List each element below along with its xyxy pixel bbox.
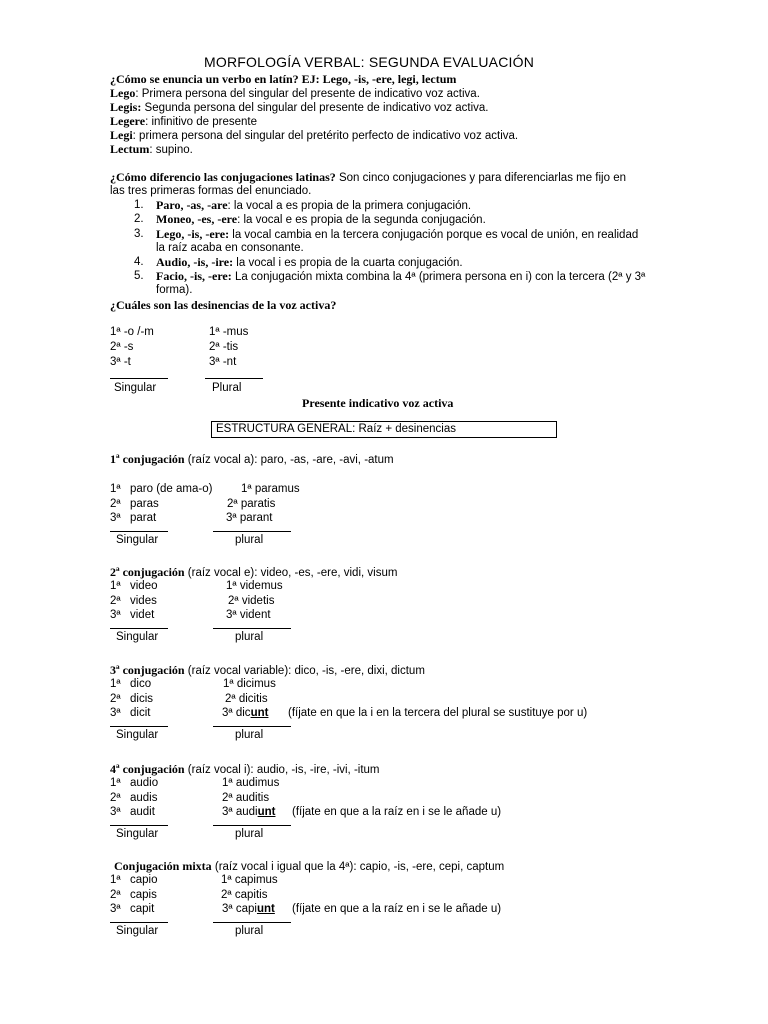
plural-form: 1ª paramus <box>241 483 300 495</box>
plural-form <box>222 805 275 819</box>
diff-item-desc-cont: forma). <box>156 284 193 296</box>
desinencia-singular: 3ª -t <box>110 356 131 368</box>
singular-label: Singular <box>116 828 159 840</box>
presente-heading: Presente indicativo voz activa <box>302 396 454 410</box>
intro-desc: : primera persona del singular del pretérito perfecto de indicativo voz activa. <box>132 130 519 142</box>
estructura-text: ESTRUCTURA GENERAL: Raíz + desinencias <box>216 423 456 435</box>
diff-item-verb: Audio, -is, -ire: <box>156 255 234 269</box>
diff-item-verb: Lego, -is, -ere: <box>156 227 230 241</box>
singular-form: capit <box>130 903 155 915</box>
intro-term: Lego <box>110 86 136 100</box>
conjugation-name: 3ª conjugación <box>110 663 185 677</box>
singular-person: 3ª <box>110 806 121 818</box>
plural-label: plural <box>235 729 264 741</box>
singular-form: audit <box>130 806 155 818</box>
singular-person: 2ª <box>110 595 121 607</box>
conjugation-enunciado: (raíz vocal variable): dico, -is, -ere, dixi, dictum <box>184 665 425 677</box>
plural-label: plural <box>235 534 264 546</box>
singular-person: 3ª <box>110 707 121 719</box>
desinencias-plural-label: Plural <box>212 382 242 394</box>
desinencia-plural: 1ª -mus <box>209 326 249 338</box>
singular-form: paro (de ama-o) <box>130 483 213 495</box>
conjugation-name: 2ª conjugación <box>110 565 185 579</box>
intro-term: Legis: <box>110 100 142 114</box>
diff-item <box>156 212 486 227</box>
diff-item <box>156 198 471 213</box>
plural-form: 2ª capitis <box>221 889 268 901</box>
singular-person: 2ª <box>110 498 121 510</box>
diff-item-desc: la vocal i es propia de la cuarta conjugación. <box>233 257 463 269</box>
plural-form <box>222 902 275 916</box>
singular-rule <box>110 531 168 532</box>
intro-question: ¿Cómo se enuncia un verbo en latín? EJ: Lego, -is, -ere, legi, lectum <box>110 72 457 86</box>
plural-form-ending: unt <box>250 707 269 719</box>
intro-desc: Segunda persona del singular del presente de indicativo voz activa. <box>141 102 489 114</box>
singular-person: 3ª <box>110 609 121 621</box>
plural-label: plural <box>235 631 264 643</box>
desinencias-singular-label: Singular <box>114 382 157 394</box>
diff-item-desc: La conjugación mixta combina la 4ª (primera persona en i) con la tercera (2ª y 3ª <box>231 271 646 283</box>
diff-item-desc-cont: la raíz acaba en consonante. <box>156 242 304 254</box>
conjugation-enunciado: (raíz vocal e): video, -es, -ere, vidi, visum <box>184 567 398 579</box>
desinencia-singular: 1ª -o /-m <box>110 326 154 338</box>
singular-form: dicit <box>130 707 151 719</box>
diff-item-desc: : la vocal e es propia de la segunda conjugación. <box>237 214 486 226</box>
conjugation-name: 1ª conjugación <box>110 452 185 466</box>
singular-person: 1ª <box>110 678 121 690</box>
plural-label: plural <box>235 925 264 937</box>
diff-item-number: 5. <box>134 270 144 282</box>
diff-item-number: 3. <box>134 228 144 240</box>
plural-rule <box>213 726 291 727</box>
singular-rule <box>110 726 168 727</box>
diff-item <box>156 227 638 242</box>
intro-desc: : supino. <box>149 144 193 156</box>
singular-person: 3ª <box>110 903 121 915</box>
singular-person: 2ª <box>110 792 121 804</box>
singular-person: 3ª <box>110 512 121 524</box>
conjugation-enunciado: (raíz vocal a): paro, -as, -are, -avi, -atum <box>184 454 394 466</box>
plural-form: 2ª dicitis <box>225 693 268 705</box>
singular-form: dico <box>130 678 152 690</box>
intro-line <box>110 114 257 129</box>
singular-person: 2ª <box>110 889 121 901</box>
singular-form: capis <box>130 889 157 901</box>
diff-text: Son cinco conjugaciones y para diferenciarlas me fijo en <box>335 172 626 184</box>
conjugation-name: 4ª conjugación <box>110 762 185 776</box>
diff-item-number: 4. <box>134 256 144 268</box>
intro-desc: : infinitivo de presente <box>145 116 257 128</box>
plural-form: 1ª videmus <box>226 580 283 592</box>
diff-item <box>156 269 645 284</box>
singular-person: 1ª <box>110 874 121 886</box>
diff-item-verb: Facio, -is, -ere: <box>156 269 232 283</box>
singular-person: 1ª <box>110 483 121 495</box>
intro-term: Legere <box>110 114 146 128</box>
diff-question: ¿Cómo diferencio las conjugaciones latinas? <box>110 170 336 184</box>
intro-line <box>110 128 518 143</box>
diff-item-verb: Paro, -as, -are <box>156 198 228 212</box>
singular-form: parat <box>130 512 157 524</box>
singular-form: vides <box>130 595 157 607</box>
conjugation-note: (fíjate en que a la raíz en i se le añade u) <box>292 806 502 818</box>
conjugation-heading <box>110 452 394 467</box>
singular-rule <box>110 922 168 923</box>
diff-item <box>156 255 463 270</box>
plural-rule <box>213 531 291 532</box>
singular-rule <box>110 825 168 826</box>
diff-item-desc: la vocal cambia en la tercera conjugación porque es vocal de unión, en realidad <box>229 229 639 241</box>
intro-line <box>110 100 488 115</box>
singular-form: dicis <box>130 693 154 705</box>
plural-form-ending: unt <box>257 806 276 818</box>
plural-form: 1ª capimus <box>221 874 278 886</box>
singular-form: capio <box>130 874 158 886</box>
plural-form: 1ª dicimus <box>223 678 276 690</box>
intro-line <box>110 142 193 157</box>
singular-person: 2ª <box>110 693 121 705</box>
conjugation-heading <box>114 859 504 874</box>
plural-form-stem: 3ª dic <box>222 707 251 719</box>
intro-term: Lectum <box>110 142 150 156</box>
singular-form: audis <box>130 792 158 804</box>
conjugation-heading <box>110 762 380 777</box>
diff-item-number: 1. <box>134 199 144 211</box>
plural-form-ending: unt <box>256 903 275 915</box>
singular-person: 1ª <box>110 777 121 789</box>
intro-line <box>110 86 480 101</box>
conjugation-note: (fíjate en que a la raíz en i se le añade u) <box>292 903 502 915</box>
plural-form-stem: 3ª audi <box>222 806 258 818</box>
plural-form: 2ª videtis <box>228 595 275 607</box>
plural-form: 2ª paratis <box>227 498 276 510</box>
plural-label: plural <box>235 828 264 840</box>
singular-form: paras <box>130 498 159 510</box>
singular-form: video <box>130 580 158 592</box>
singular-label: Singular <box>116 631 159 643</box>
conjugation-name: Conjugación mixta <box>114 859 212 873</box>
intro-term: Legi <box>110 128 133 142</box>
intro-desc: : Primera persona del singular del presente de indicativo voz activa. <box>135 88 480 100</box>
singular-label: Singular <box>116 729 159 741</box>
desinencia-singular: 2ª -s <box>110 341 134 353</box>
plural-form-stem: 3ª capi <box>222 903 257 915</box>
plural-form: 1ª audimus <box>222 777 280 789</box>
singular-rule <box>110 628 168 629</box>
singular-label: Singular <box>116 925 159 937</box>
diff-item-desc: : la vocal a es propia de la primera conjugación. <box>227 200 472 212</box>
diff-paragraph <box>110 170 626 185</box>
singular-form: videt <box>130 609 155 621</box>
conjugation-enunciado: (raíz vocal i): audio, -is, -ire, -ivi, -itum <box>184 764 380 776</box>
singular-label: Singular <box>116 534 159 546</box>
plural-form: 3ª parant <box>226 512 273 524</box>
conjugation-enunciado: (raíz vocal i igual que la 4ª): capio, -is, -ere, cepi, captum <box>211 861 505 873</box>
page-title: MORFOLOGÍA VERBAL: SEGUNDA EVALUACIÓN <box>204 54 535 70</box>
desinencias-question: ¿Cuáles son las desinencias de la voz activa? <box>110 298 337 312</box>
desinencia-plural: 2ª -tis <box>209 341 239 353</box>
singular-person: 1ª <box>110 580 121 592</box>
conjugation-heading <box>110 565 397 580</box>
diff-item-verb: Moneo, -es, -ere <box>156 212 238 226</box>
diff-item-number: 2. <box>134 213 144 225</box>
desinencia-plural: 3ª -nt <box>209 356 237 368</box>
plural-rule <box>213 825 291 826</box>
plural-form: 3ª vident <box>226 609 271 621</box>
plural-form <box>222 706 268 720</box>
plural-rule <box>213 628 291 629</box>
conjugation-note: (fíjate en que la i en la tercera del plural se sustituye por u) <box>288 707 588 719</box>
plural-rule <box>213 922 291 923</box>
singular-form: audio <box>130 777 159 789</box>
conjugation-heading <box>110 663 425 678</box>
diff-text-2: las tres primeras formas del enunciado. <box>110 185 312 197</box>
plural-form: 2ª auditis <box>222 792 270 804</box>
